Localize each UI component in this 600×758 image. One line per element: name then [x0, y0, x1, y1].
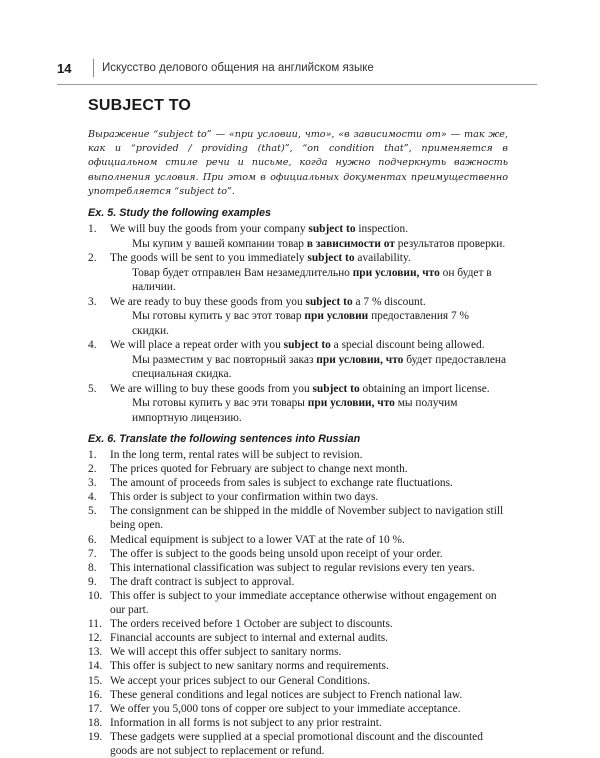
- header-rule: [57, 84, 537, 85]
- item-number: 1.: [88, 223, 97, 236]
- item-number: 3.: [88, 477, 97, 490]
- item-number: 18.: [88, 716, 103, 729]
- sentence: This international classification was subject to regular revisions every ten years.: [110, 561, 475, 574]
- sentence: This offer is subject to your immediate acceptance otherwise without engagement on our part.: [110, 589, 497, 617]
- list-item: [88, 631, 508, 645]
- item-number: 4.: [88, 339, 97, 352]
- list-item: [88, 645, 508, 659]
- sentence: In the long term, rental rates will be subject to revision.: [110, 449, 363, 462]
- sentence: These gadgets were supplied at a special promotional discount and the discounted goods are not subject to replacement or refund.: [110, 730, 483, 757]
- sentence: Financial accounts are subject to internal and external audits.: [110, 632, 389, 645]
- list-item: [88, 476, 508, 490]
- item-number: 6.: [88, 533, 97, 546]
- sentence: We offer you 5,000 tons of copper ore subject to your immediate acceptance.: [110, 702, 461, 715]
- list-item: [88, 251, 508, 295]
- item-number: 2.: [88, 252, 97, 265]
- list-item: [88, 674, 508, 688]
- list-item: [88, 688, 508, 702]
- item-number: 15.: [88, 674, 103, 687]
- exercise-5-title: Ex. 5. Study the following examples: [88, 207, 271, 220]
- english-sentence: We are ready to buy these goods from you subject to a 7 % discount.: [110, 295, 426, 308]
- list-item: [88, 575, 508, 589]
- list-item: [88, 338, 508, 382]
- sentence: These general conditions and legal notices are subject to French national law.: [110, 688, 463, 701]
- header-separator: [93, 59, 94, 77]
- item-number: 5.: [88, 505, 97, 518]
- list-item: [88, 659, 508, 673]
- item-number: 11.: [88, 618, 102, 631]
- sentence: We accept your prices subject to our General Conditions.: [110, 674, 371, 687]
- item-number: 14.: [88, 660, 103, 673]
- item-number: 2.: [88, 463, 97, 476]
- item-number: 1.: [88, 449, 97, 462]
- item-number: 12.: [88, 632, 103, 645]
- list-item: [88, 589, 508, 617]
- item-number: 16.: [88, 688, 103, 701]
- russian-translation: Мы готовы купить у вас этот товар при условии предоставления 7 % скидки.: [132, 310, 470, 337]
- item-number: 17.: [88, 702, 103, 715]
- list-item: [88, 448, 508, 462]
- english-sentence: The goods will be sent to you immediately subject to availability.: [110, 252, 411, 265]
- list-item: [88, 382, 508, 426]
- sentence: The prices quoted for February are subject to change next month.: [110, 463, 408, 476]
- item-number: 10.: [88, 589, 103, 602]
- sentence: The consignment can be shipped in the middle of November subject to navigation still being open.: [110, 505, 504, 532]
- russian-translation: Мы готовы купить у вас эти товары при условии, что мы получим импортную лицензию.: [132, 397, 458, 424]
- sentence: The amount of proceeds from sales is subject to exchange rate fluctuations.: [110, 477, 453, 490]
- list-item: [88, 716, 508, 730]
- list-item: [88, 533, 508, 547]
- item-number: 8.: [88, 561, 97, 574]
- sentence: This offer is subject to new sanitary norms and requirements.: [110, 660, 389, 673]
- sentence: The offer is subject to the goods being unsold upon receipt of your order.: [110, 547, 443, 560]
- list-item: [88, 547, 508, 561]
- list-item: [88, 561, 508, 575]
- list-item: [88, 295, 508, 339]
- russian-translation: Мы купим у вашей компании товар в зависимости от результатов проверки.: [132, 237, 506, 250]
- list-item: [88, 462, 508, 476]
- exercise-5-list: [88, 222, 508, 425]
- sentence: Medical equipment is subject to a lower VAT at the rate of 10 %.: [110, 533, 405, 546]
- item-number: 5.: [88, 382, 97, 395]
- list-item: [88, 730, 508, 758]
- sentence: We will accept this offer subject to sanitary norms.: [110, 646, 342, 659]
- list-item: [88, 490, 508, 504]
- english-sentence: We will buy the goods from your company subject to inspection.: [110, 223, 409, 236]
- exercise-6-title: Ex. 6. Translate the following sentences into Russian: [88, 433, 361, 446]
- page-content: [88, 97, 508, 758]
- section-title: SUBJECT TO: [88, 97, 192, 114]
- english-sentence: We will place a repeat order with you subject to a special discount being allowed.: [110, 339, 485, 352]
- book-title: Искусство делового общения на английском языке: [102, 62, 374, 74]
- item-number: 13.: [88, 646, 103, 659]
- russian-translation: Товар будет отправлен Вам незамедлительно при условии, что он будет в наличии.: [132, 266, 492, 294]
- sentence: Information in all forms is not subject to any prior restraint.: [110, 716, 382, 729]
- item-number: 7.: [88, 547, 97, 560]
- intro-paragraph: Выражение “subject to” — «при условии, что», «в зависимости от» — так же, как и “provided / providing (that)”, “on condition that”, применяется в официальном стиле речи и письме, когда нужно подчеркнуть важность выполнения условия. При этом в официальных документах преимущественно употребляется “subject to”.: [88, 129, 508, 197]
- item-number: 9.: [88, 575, 97, 588]
- item-number: 4.: [88, 491, 97, 504]
- running-header: [57, 59, 527, 81]
- list-item: [88, 702, 508, 716]
- page-number: 14: [57, 61, 72, 76]
- exercise-6-list: [88, 448, 508, 758]
- sentence: The draft contract is subject to approval.: [110, 575, 295, 588]
- russian-translation: Мы разместим у вас повторный заказ при условии, что будет предоставлена специальная скидка.: [132, 353, 507, 381]
- list-item: [88, 504, 508, 532]
- item-number: 3.: [88, 295, 97, 308]
- english-sentence: We are willing to buy these goods from you subject to obtaining an import license.: [110, 382, 490, 395]
- sentence: This order is subject to your confirmation within two days.: [110, 491, 379, 504]
- sentence: The orders received before 1 October are subject to discounts.: [110, 618, 393, 631]
- item-number: 19.: [88, 730, 103, 743]
- list-item: [88, 222, 508, 251]
- list-item: [88, 617, 508, 631]
